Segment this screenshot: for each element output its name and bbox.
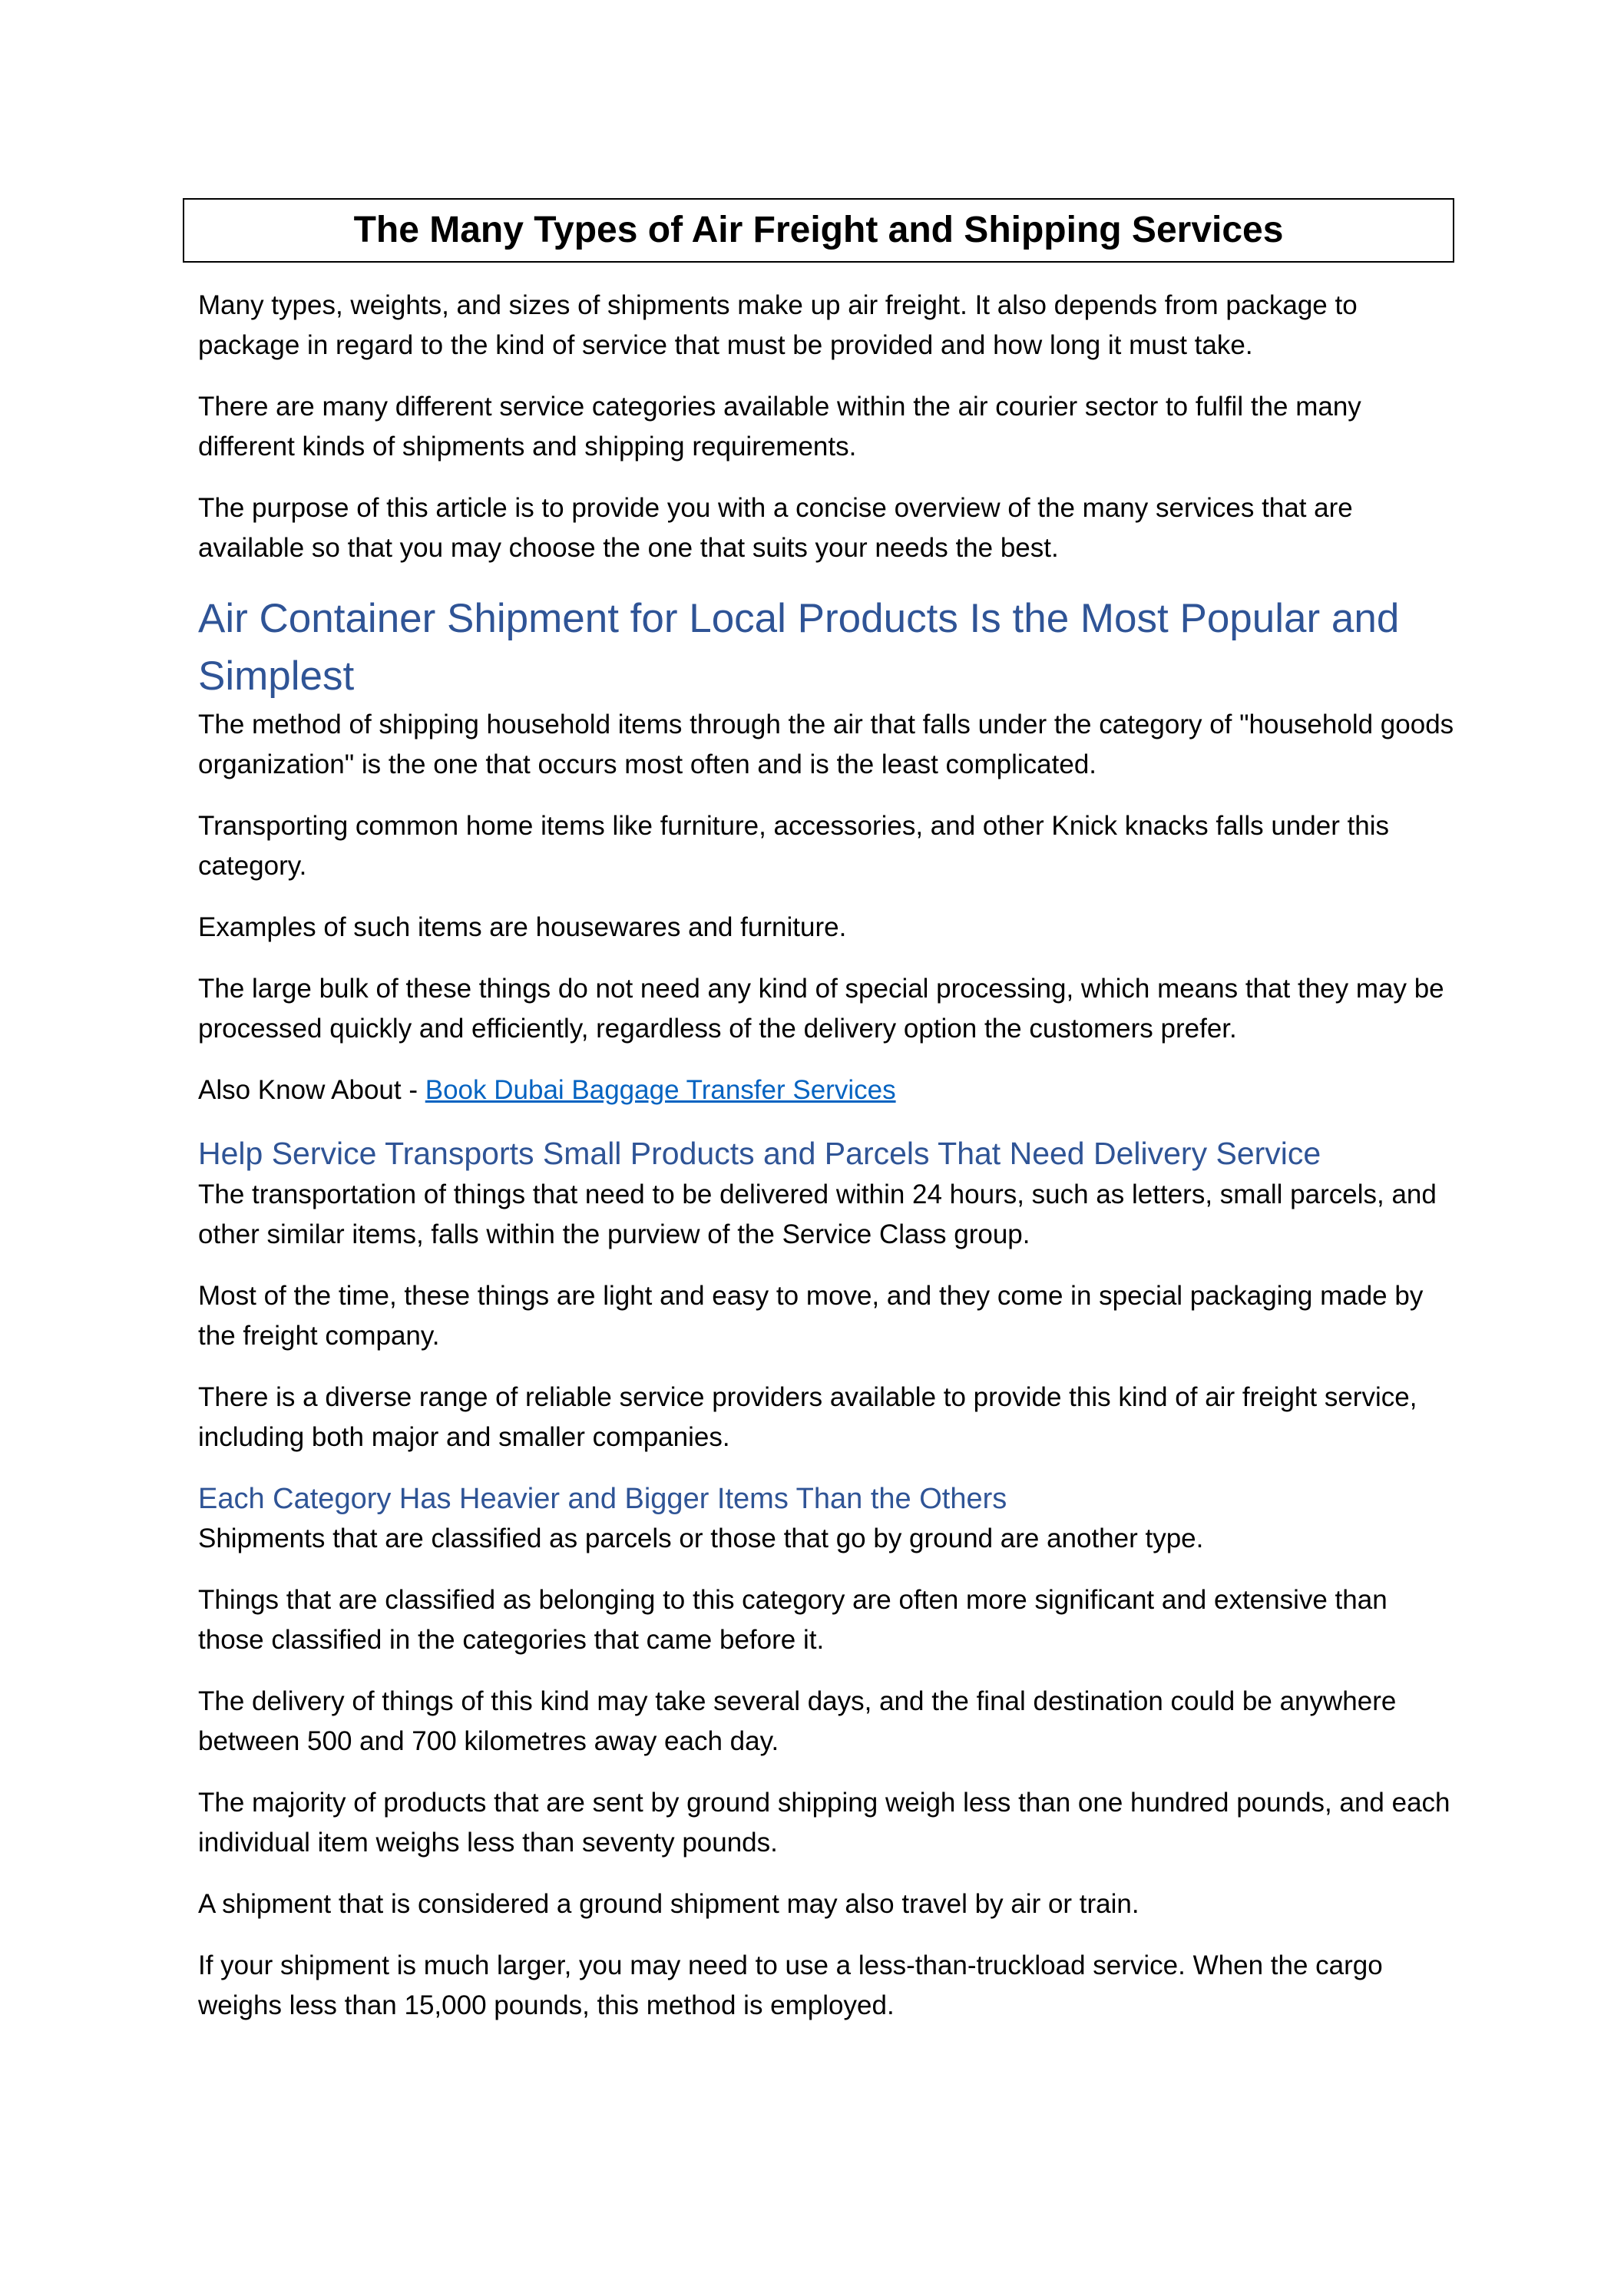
section-paragraph: The majority of products that are sent by ground shipping weigh less than one hundred pounds, and each individual item weighs less than seventy pounds. bbox=[198, 1788, 1450, 1858]
section-paragraph: The transportation of things that need to be delivered within 24 hours, such as letters, small parcels, and other similar items, falls within the purview of the Service Class group. bbox=[198, 1179, 1437, 1249]
section-paragraph: Shipments that are classified as parcels or those that go by ground are another type. bbox=[198, 1523, 1204, 1553]
section-paragraph: Transporting common home items like furniture, accessories, and other Knick knacks falls under this category. bbox=[198, 811, 1390, 881]
title-box bbox=[183, 198, 1454, 263]
intro-paragraph: The purpose of this article is to provide you with a concise overview of the many services that are available so that you may choose the one that suits your needs the best. bbox=[198, 493, 1353, 563]
section-paragraph: The delivery of things of this kind may take several days, and the final destination could be anywhere between 500 and 700 kilometres away each day. bbox=[198, 1686, 1397, 1756]
section-heading-air-container: Air Container Shipment for Local Products Is the Most Popular and Simplest bbox=[198, 596, 1400, 699]
intro-paragraph: There are many different service categories available within the air courier sector to fulfil the many different kinds of shipments and shipping requirements. bbox=[198, 392, 1361, 462]
section-paragraph: Examples of such items are housewares and furniture. bbox=[198, 912, 847, 942]
section-paragraph: A shipment that is considered a ground shipment may also travel by air or train. bbox=[198, 1889, 1139, 1919]
section-paragraph: The large bulk of these things do not need any kind of special processing, which means that they may be processed quickly and efficiently, regardless of the delivery option the customers prefer. bbox=[198, 974, 1444, 1044]
section-paragraph: There is a diverse range of reliable service providers available to provide this kind of air freight service, including both major and smaller companies. bbox=[198, 1382, 1417, 1452]
page-title: The Many Types of Air Freight and Shipping Services bbox=[353, 210, 1284, 250]
section-paragraph: If your shipment is much larger, you may need to use a less-than-truckload service. When the cargo weighs less than 15,000 pounds, this method is employed. bbox=[198, 1950, 1383, 2020]
section-heading-help-service: Help Service Transports Small Products and Parcels That Need Delivery Service bbox=[198, 1136, 1321, 1171]
intro-paragraph: Many types, weights, and sizes of shipments make up air freight. It also depends from package to package in regard to the kind of service that must be provided and how long it must take. bbox=[198, 290, 1358, 360]
section-heading-each-category: Each Category Has Heavier and Bigger Items Than the Others bbox=[198, 1483, 1007, 1515]
section-paragraph: Things that are classified as belonging to this category are often more significant and extensive than those classified in the categories that came before it. bbox=[198, 1585, 1388, 1655]
section-paragraph: The method of shipping household items through the air that falls under the category of "household goods organization" is the one that occurs most often and is the least complicated. bbox=[198, 710, 1454, 779]
also-know-line bbox=[198, 1070, 1457, 1110]
article-body bbox=[198, 286, 1457, 2047]
section-paragraph: Most of the time, these things are light and easy to move, and they come in special packaging made by the freight company. bbox=[198, 1281, 1424, 1351]
also-know-prefix: Also Know About - bbox=[198, 1075, 425, 1105]
baggage-transfer-link[interactable]: Book Dubai Baggage Transfer Services bbox=[425, 1075, 896, 1105]
